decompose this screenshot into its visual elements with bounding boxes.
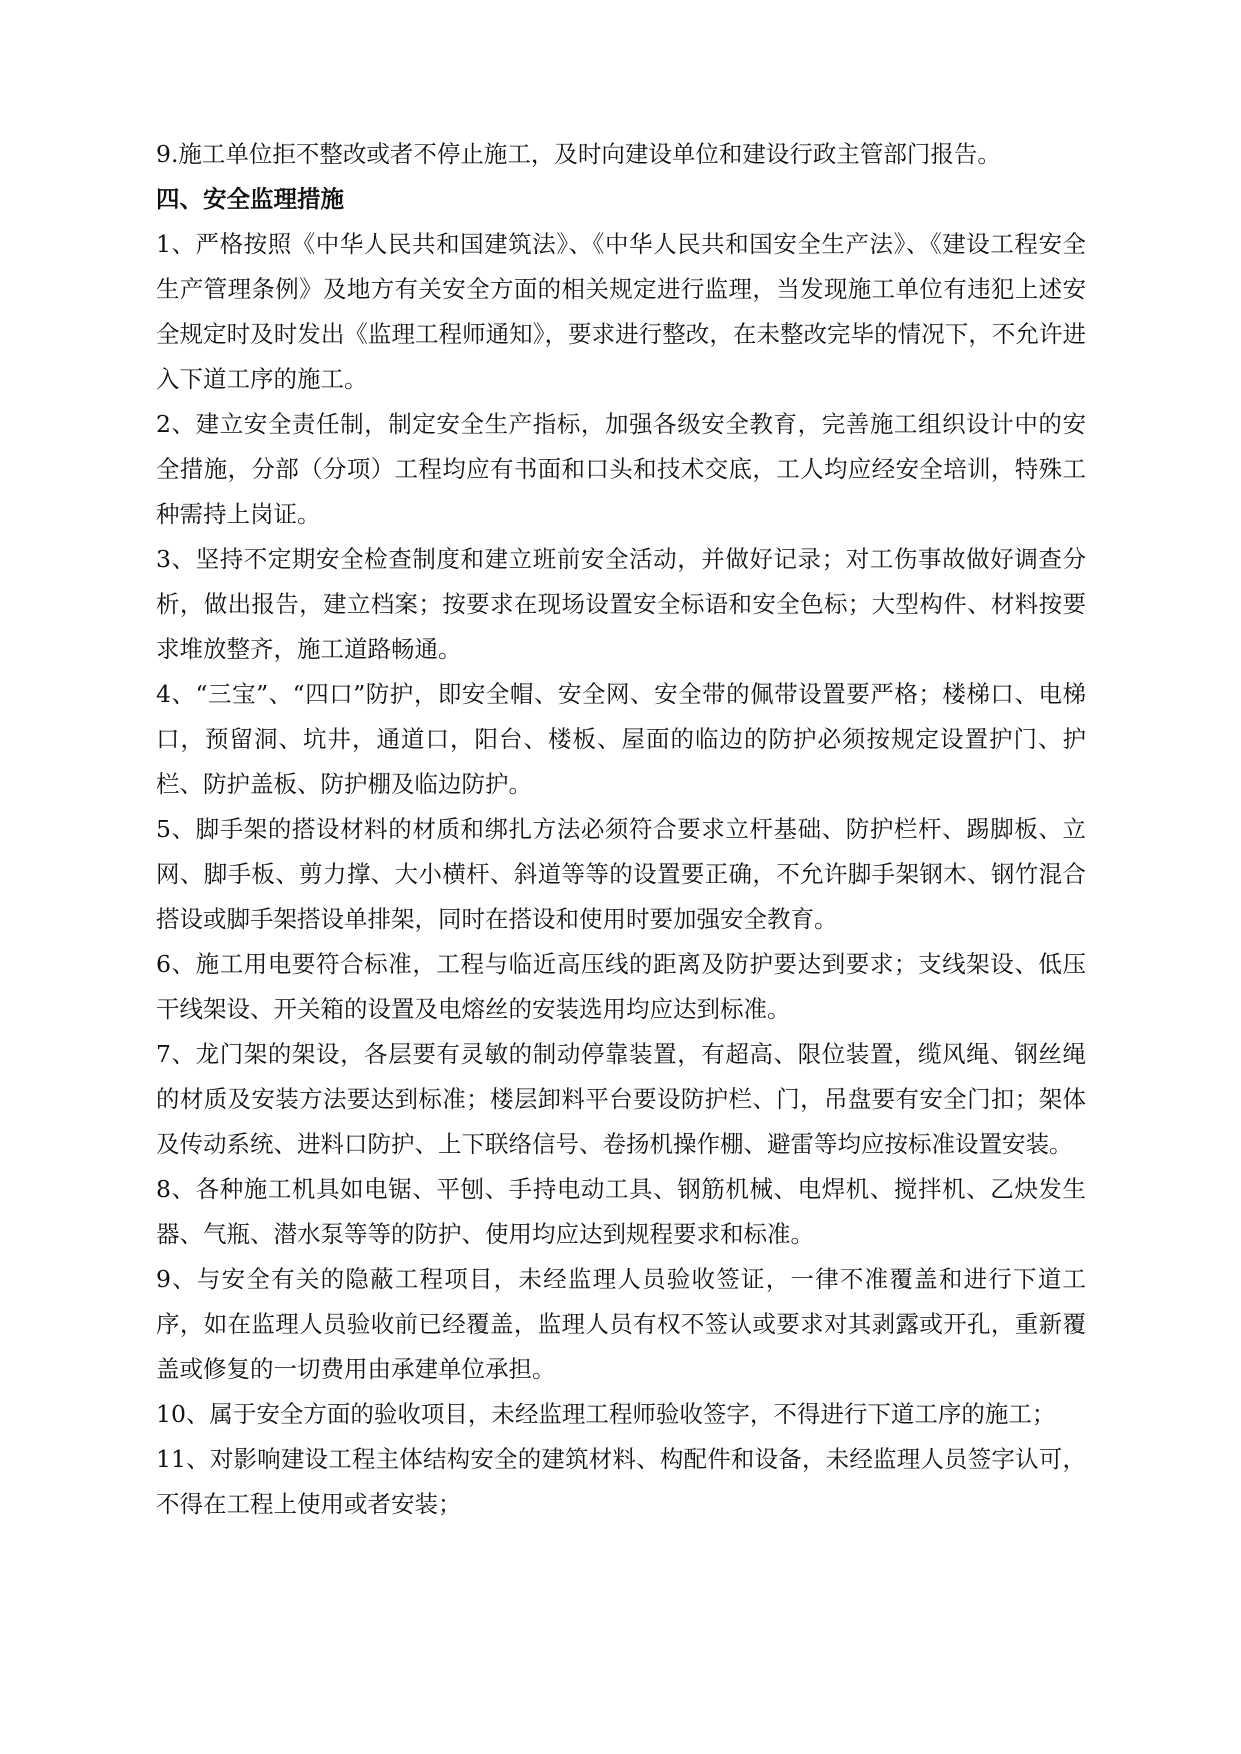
section-heading: 四、安全监理措施	[156, 185, 344, 213]
paragraph-5: 5、脚手架的搭设材料的材质和绑扎方法必须符合要求立杆基础、防护栏杆、踢脚板、立网、脚手板、剪力撑、大小横杆、斜道等等的设置要正确，不允许脚手架钢木、钢竹混合搭设或脚手架搭设单排架，同时在搭设和使用时要加强安全教育。	[156, 815, 1086, 933]
paragraph-1: 1、严格按照《中华人民共和国建筑法》、《中华人民共和国安全生产法》、《建设工程安全生产管理条例》及地方有关安全方面的相关规定进行监理，当发现施工单位有违犯上述安全规定时及时发出《监理工程师通知》，要求进行整改，在未整改完毕的情况下，不允许进入下道工序的施工。	[156, 230, 1086, 393]
paragraph-11: 11、对影响建设工程主体结构安全的建筑材料、构配件和设备，未经监理人员签字认可，不得在工程上使用或者安装；	[156, 1445, 1086, 1518]
paragraph-7: 7、龙门架的架设，各层要有灵敏的制动停靠装置，有超高、限位装置，缆风绳、钢丝绳的材质及安装方法要达到标准；楼层卸料平台要设防护栏、门，吊盘要有安全门扣；架体及传动系统、进料口防护、上下联络信号、卷扬机操作棚、避雷等均应按标准设置安装。	[156, 1040, 1086, 1158]
paragraph-9: 9、与安全有关的隐蔽工程项目，未经监理人员验收签证，一律不准覆盖和进行下道工序，如在监理人员验收前已经覆盖，监理人员有权不签认或要求对其剥露或开孔，重新覆盖或修复的一切费用由承建单位承担。	[156, 1265, 1086, 1383]
paragraph-8: 8、各种施工机具如电锯、平刨、手持电动工具、钢筋机械、电焊机、搅拌机、乙炔发生器、气瓶、潜水泵等等的防护、使用均应达到规程要求和标准。	[156, 1175, 1086, 1248]
document-page	[156, 132, 1086, 1527]
paragraph-6: 6、施工用电要符合标准，工程与临近高压线的距离及防护要达到要求；支线架设、低压干线架设、开关箱的设置及电熔丝的安装选用均应达到标准。	[156, 950, 1086, 1023]
paragraph-9-report: 9.施工单位拒不整改或者不停止施工，及时向建设单位和建设行政主管部门报告。	[156, 140, 1001, 168]
paragraph-3: 3、坚持不定期安全检查制度和建立班前安全活动，并做好记录；对工伤事故做好调查分析，做出报告，建立档案；按要求在现场设置安全标语和安全色标；大型构件、材料按要求堆放整齐，施工道路畅通。	[156, 545, 1086, 663]
paragraph-2: 2、建立安全责任制，制定安全生产指标，加强各级安全教育，完善施工组织设计中的安全措施，分部（分项）工程均应有书面和口头和技术交底，工人均应经安全培训，特殊工种需持上岗证。	[156, 410, 1086, 528]
paragraph-10: 10、属于安全方面的验收项目，未经监理工程师验收签字，不得进行下道工序的施工；	[156, 1400, 1056, 1428]
paragraph-4: 4、“三宝”、“四口”防护，即安全帽、安全网、安全带的佩带设置要严格；楼梯口、电梯口，预留洞、坑井，通道口，阳台、楼板、屋面的临边的防护必须按规定设置护门、护栏、防护盖板、防护棚及临边防护。	[156, 680, 1086, 798]
